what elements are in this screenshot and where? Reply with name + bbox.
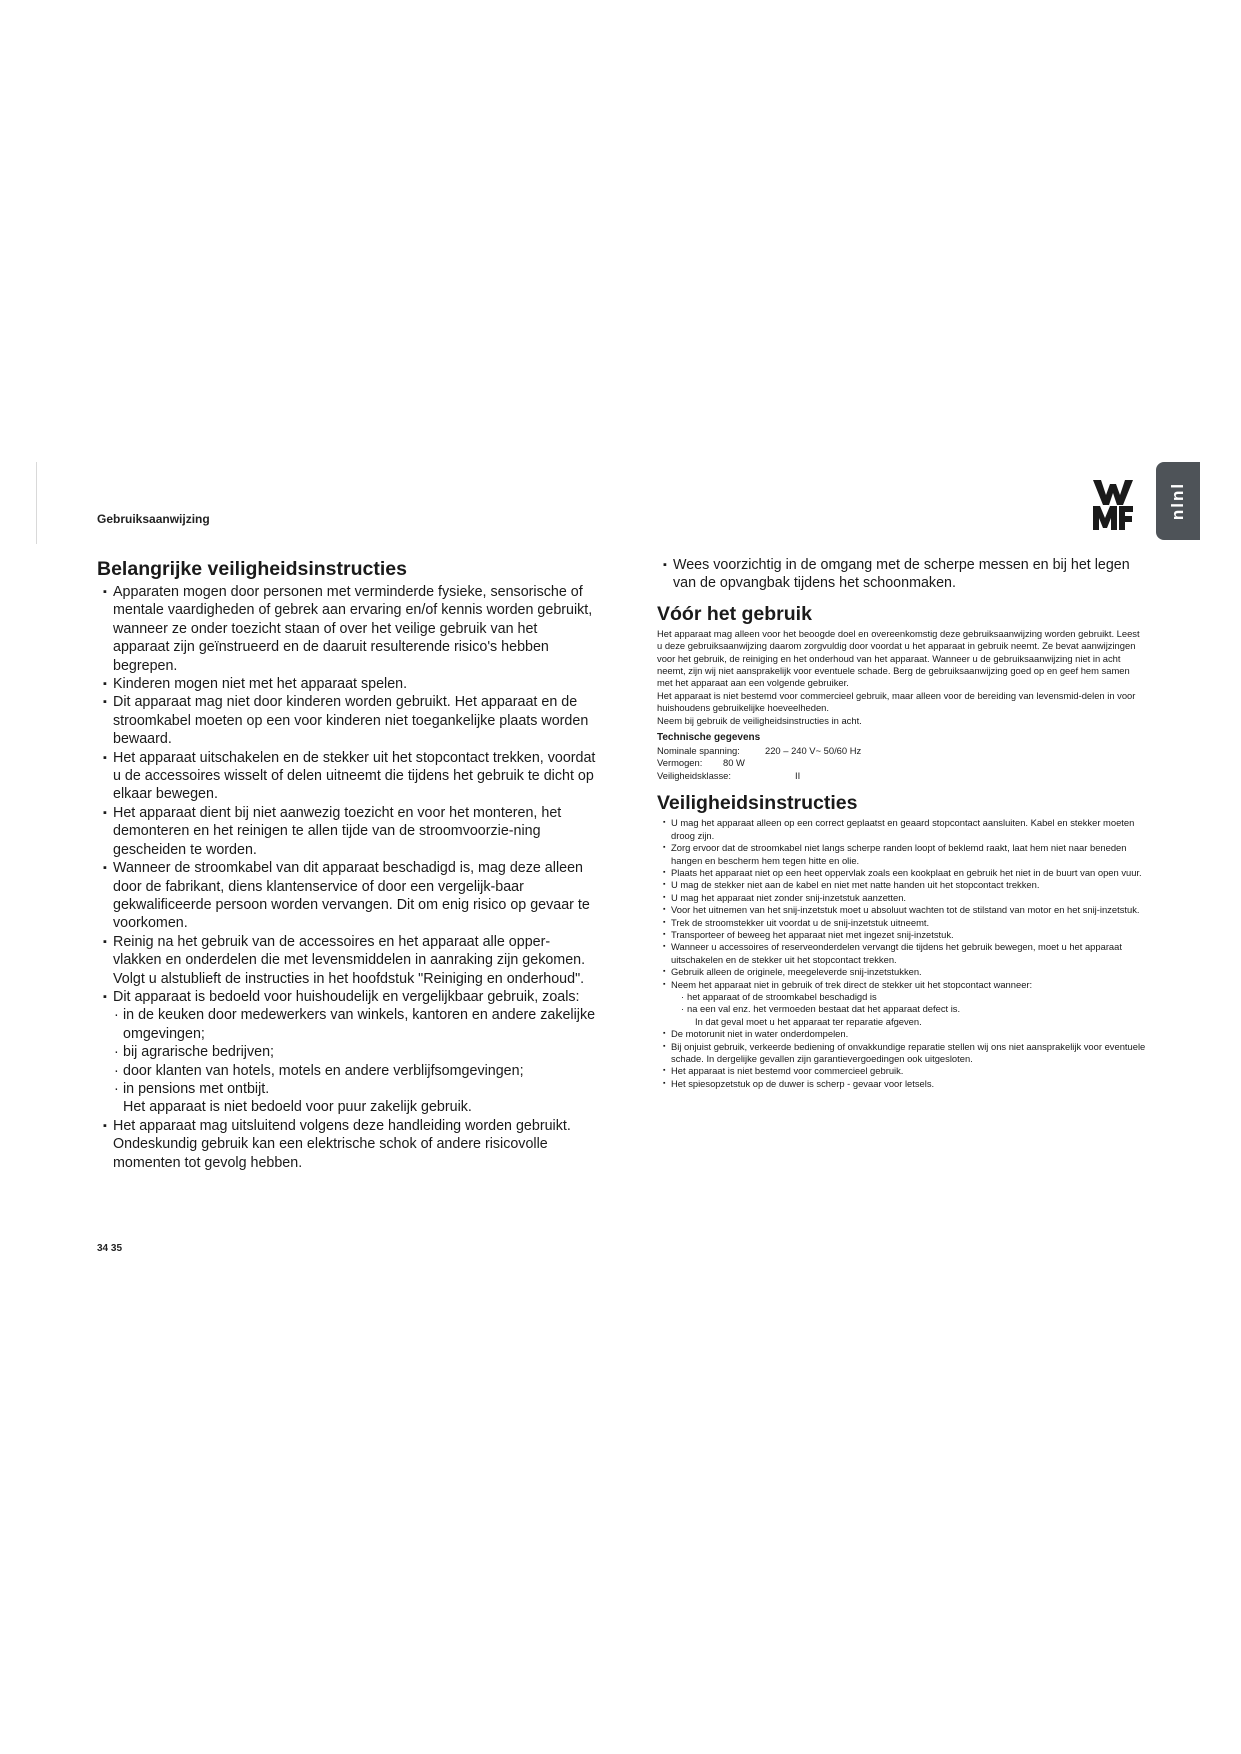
- before-use-paragraph: Het apparaat is niet bestemd voor commercieel gebruik, maar alleen voor de bereiding van levensmid-delen in voor huishoudens gebruikelijke hoeveelheden.: [657, 689, 1136, 714]
- sub-list-item: · bij agrarische bedrijven;: [114, 1043, 597, 1061]
- list-item: ▪ Wees voorzichtig in de omgang met de scherpe messen en bij het legen van de opvangbak tijdens het schoonmaken.: [664, 556, 1147, 593]
- list-item: ▪ Het apparaat dient bij niet aanwezig toezicht en voor het monteren, het demonteren en het reinigen te allen tijde van de stroomvoorzie-ning gescheiden te worden.: [104, 804, 597, 859]
- tech-label: Nominale spanning:: [657, 745, 740, 757]
- before-use-paragraph: Het apparaat mag alleen voor het beoogde doel en overeenkomstig deze gebruiksaanwijzing worden gebruikt. Leest u deze gebruiksaanwijzing daarom zorgvuldig door voordat u het apparaat in gebruik neemt. Ze bevat aanwijzingen voor het gebruik, de reiniging en het onderhoud van het apparaat. Wanneer u de gebruiksaanwijzing niet in acht neemt, zijn wij niet aansprakelijk voor eventuele schade. Berg de gebruiksaanwijzing goed op en geef hem samen met het apparaat aan een volgende gebruiker.: [657, 627, 1140, 689]
- left-column: [97, 556, 597, 1172]
- safety-sub-list: [657, 991, 1147, 1016]
- list-item: ▪ U mag de stekker niet aan de kabel en niet met natte handen uit het stopcontact trekken.: [663, 879, 1147, 891]
- list-item: ▪ U mag het apparaat niet zonder snij-inzetstuk aanzetten.: [663, 892, 1147, 904]
- document-header-label: Gebruiksaanwijzing: [97, 512, 210, 526]
- important-safety-list-end: [97, 1117, 597, 1172]
- list-item: ▪ Dit apparaat mag niet door kinderen worden gebruikt. Het apparaat en de stroomkabel moeten op een voor kinderen niet toegankelijke plaats worden bewaard.: [104, 693, 597, 748]
- tech-row-power: [657, 757, 1147, 769]
- tech-label: Vermogen:: [657, 757, 703, 769]
- safety-list: [657, 817, 1147, 991]
- tech-label: Veiligheidsklasse:: [657, 769, 732, 781]
- tech-row-class: [657, 770, 1147, 782]
- list-item: ▪ Trek de stroomstekker uit voordat u de snij-inzetstuk uitneemt.: [663, 917, 1147, 929]
- tech-value: 80 W: [723, 757, 745, 769]
- sub-list-item: · het apparaat of de stroomkabel beschadigd is: [681, 991, 1147, 1003]
- language-tab-label: nlnl: [1168, 481, 1187, 521]
- page-margin-line: [36, 462, 37, 544]
- list-item: ▪ Het apparaat uitschakelen en de stekker uit het stopcontact trekken, voordat u de accessoires wisselt of delen uitneemt die tijdens het gebruik te dicht op elkaar bewegen.: [104, 749, 597, 804]
- before-use-paragraph: Neem bij gebruik de veiligheidsinstructies in acht.: [657, 714, 862, 726]
- right-column: [657, 556, 1147, 1090]
- list-item: ▪ Reinig na het gebruik van de accessoires en het apparaat alle opper-vlakken en onderdelen die met levensmiddelen in aanraking zijn gekomen. Volgt u alstublieft de instructies in het hoofdstuk "Reiniging en onderhoud".: [104, 933, 597, 988]
- tech-value: II: [795, 769, 801, 781]
- sub-list-item: · door klanten van hotels, motels en andere verblijfsomgevingen;: [114, 1062, 597, 1080]
- sub-list-item: · in pensions met ontbijt.: [114, 1080, 597, 1098]
- tech-value: 220 – 240 V~ 50/60 Hz: [765, 745, 862, 757]
- usage-sub-list: [97, 1006, 597, 1098]
- section-title-safety: Veiligheidsinstructies: [657, 792, 858, 815]
- tech-data-title: Technische gegevens: [657, 732, 761, 744]
- list-item: ▪ Wanneer de stroomkabel van dit apparaat beschadigd is, mag deze alleen door de fabrikant, diens klantenservice of door een vergelijk-baar gekwalificeerde persoon worden vervangen. Dit om enig risico op gevaar te voorkomen.: [104, 859, 597, 933]
- right-top-list: [657, 556, 1147, 593]
- list-item: ▪ Apparaten mogen door personen met verminderde fysieke, sensorische of mentale vaardigheden of gebrek aan ervaring en/of kennis worden gebruikt, wanneer ze onder toezicht staan of over het veilige gebruik van het apparaat zijn geïnstrueerd en de daaruit resulterende risico's hebben begrepen.: [104, 583, 597, 675]
- sub-list-item: · in de keuken door medewerkers van winkels, kantoren en andere zakelijke omgevingen;: [114, 1006, 597, 1043]
- language-tab[interactable]: [1156, 462, 1200, 540]
- important-safety-list: [97, 583, 597, 1006]
- page-numbers: 34 35: [97, 1243, 123, 1254]
- list-item: ▪ Wanneer u accessoires of reserveonderdelen vervangt die tijdens het gebruik bewegen, moet u het apparaat uitschakelen en de stekker uit het stopcontact trekken.: [663, 941, 1147, 966]
- list-item: ▪ Het apparaat is niet bestemd voor commercieel gebruik.: [663, 1065, 1147, 1077]
- wmf-logo: [1092, 478, 1134, 532]
- sub-list-item: · na een val enz. het vermoeden bestaat dat het apparaat defect is.: [681, 1003, 1147, 1015]
- list-item: ▪ Bij onjuist gebruik, verkeerde bediening of onvakkundige reparatie stellen wij ons niet aansprakelijk voor eventuele schade. In dergelijke gevallen zijn garantievergoedingen ook uitgesloten.: [663, 1041, 1147, 1066]
- section-title-important-safety: Belangrijke veiligheidsinstructies: [97, 558, 407, 580]
- list-item: ▪ Gebruik alleen de originele, meegeleverde snij-inzetstukken.: [663, 966, 1147, 978]
- list-item: ▪ Transporteer of beweeg het apparaat niet met ingezet snij-inzetstuk.: [663, 929, 1147, 941]
- list-item: ▪ Dit apparaat is bedoeld voor huishoudelijk en vergelijkbaar gebruik, zoals:: [104, 988, 597, 1006]
- list-item: ▪ Het spiesopzetstuk op de duwer is scherp - gevaar voor letsels.: [663, 1078, 1147, 1090]
- usage-note: Het apparaat is niet bedoeld voor puur zakelijk gebruik.: [123, 1099, 472, 1116]
- safety-note: In dat geval moet u het apparaat ter reparatie afgeven.: [695, 1015, 922, 1027]
- section-title-before-use: Vóór het gebruik: [657, 602, 812, 625]
- list-item: ▪ De motorunit niet in water onderdompelen.: [663, 1028, 1147, 1040]
- list-item: ▪ Zorg ervoor dat de stroomkabel niet langs scherpe randen loopt of beklemd raakt, laat hem niet naar beneden hangen en bescherm hem tegen hitte en olie.: [663, 842, 1147, 867]
- tech-row-voltage: [657, 745, 1147, 757]
- list-item: ▪ U mag het apparaat alleen op een correct geplaatst en geaard stopcontact aansluiten. Kabel en stekker moeten droog zijn.: [663, 817, 1147, 842]
- safety-list-after: [657, 1028, 1147, 1090]
- list-item: ▪ Neem het apparaat niet in gebruik of trek direct de stekker uit het stopcontact wanneer:: [663, 979, 1147, 991]
- list-item: ▪ Voor het uitnemen van het snij-inzetstuk moet u absoluut wachten tot de stilstand van motor en het snij-inzetstuk.: [663, 904, 1147, 916]
- list-item: ▪ Kinderen mogen niet met het apparaat spelen.: [104, 675, 597, 693]
- list-item: ▪ Het apparaat mag uitsluitend volgens deze handleiding worden gebruikt. Ondeskundig gebruik kan een elektrische schok of andere risicovolle momenten tot gevolg hebben.: [104, 1117, 597, 1172]
- list-item: ▪ Plaats het apparaat niet op een heet oppervlak zoals een kookplaat en gebruik het niet in de buurt van open vuur.: [663, 867, 1147, 879]
